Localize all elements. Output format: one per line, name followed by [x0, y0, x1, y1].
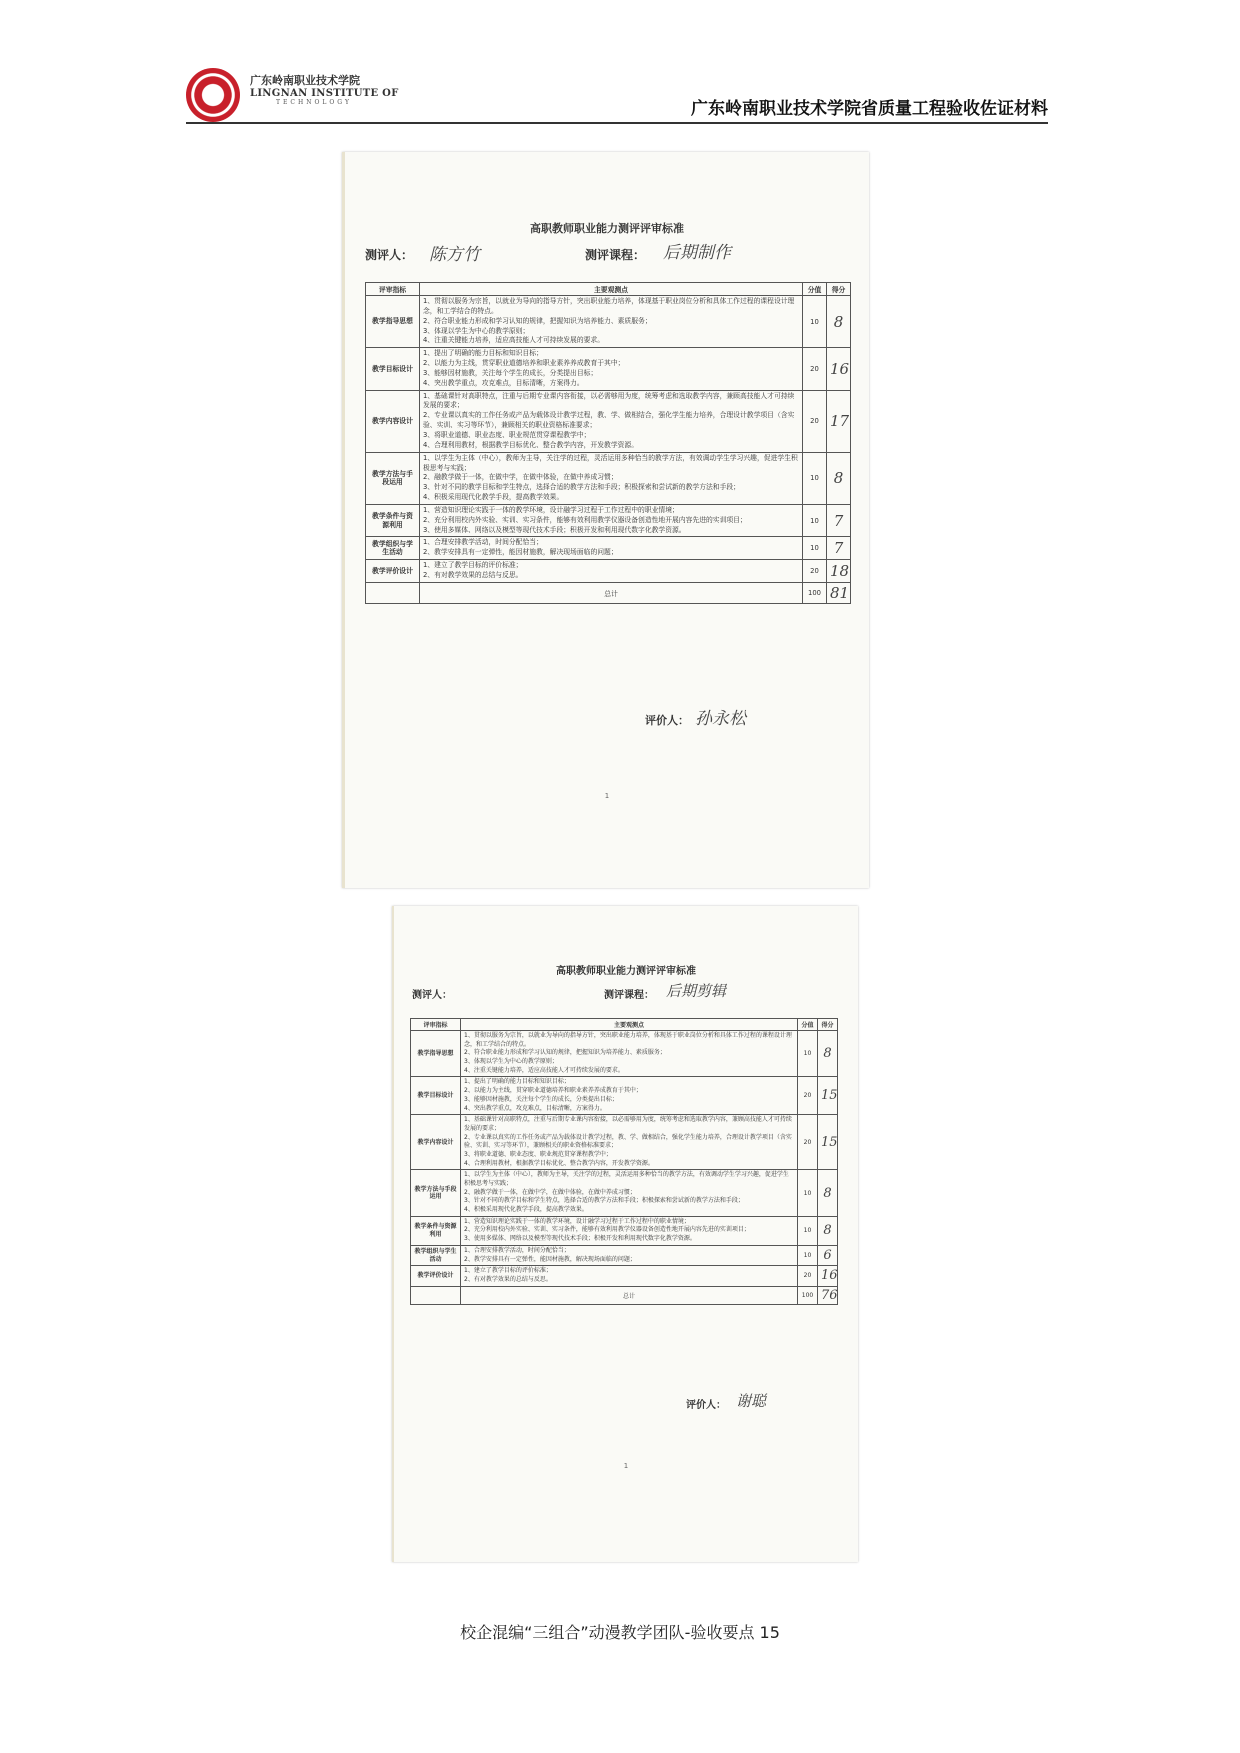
criteria-table [365, 282, 851, 604]
observation-point: 1、合理安排教学活动，时间分配恰当； [464, 1246, 570, 1254]
max-score-cell: 10 [798, 1216, 818, 1245]
criteria-body [366, 296, 851, 583]
total-blank [411, 1286, 461, 1304]
scanned-form-1 [342, 152, 869, 888]
observation-point: 3、针对不同的教学目标和学生特点，选择合适的教学方法和手段；积极探索和尝试新的教学方法和手段； [464, 1197, 744, 1205]
observation-point: 1、建立了教学目标的评价标准； [464, 1267, 552, 1275]
observation-point: 2、以能力为主线，贯穿职业道德培养和职业素养养成教育于其中； [423, 359, 625, 368]
page-number: 1 [604, 792, 610, 800]
school-name-cn: 广东岭南职业技术学院 [250, 74, 360, 87]
total-max: 100 [798, 1286, 818, 1304]
total-row [366, 582, 851, 603]
observation-point: 2、教学安排具有一定弹性，能因材施教，解决现场面临的问题； [423, 548, 618, 557]
criteria-row [366, 390, 851, 452]
criteria-table [410, 1018, 838, 1305]
form-title: 高职教师职业能力测评评审标准 [530, 222, 684, 235]
evaluator-label: 评价人： [645, 714, 689, 727]
page-number: 1 [623, 1462, 629, 1470]
max-score-cell: 10 [798, 1031, 818, 1077]
observation-point: 1、以学生为主体（中心），教师为主导，关注学的过程，灵活运用多种恰当的教学方法，有效调动学生学习兴趣，促进学生积极思考与实践； [423, 453, 798, 472]
criteria-row [411, 1115, 838, 1170]
observation-point: 1、基础课针对高职特点，注重与后期专业课内容衔接，以必需够用为度，统筹考虑和选取教学内容，兼顾高技能人才可持续发展的要求； [464, 1116, 792, 1132]
criteria-row [411, 1216, 838, 1245]
criteria-row [411, 1245, 838, 1265]
observation-point: 1、营造知识理论实践于一体的教学环境，设计融学习过程于工作过程中的职业情境； [423, 505, 679, 514]
max-score-cell: 10 [803, 537, 827, 560]
header-title: 广东岭南职业技术学院省质量工程验收佐证材料 [691, 99, 1048, 119]
evaluatee-label: 测评人： [365, 248, 414, 262]
evaluator-label: 评价人： [686, 1400, 726, 1411]
handwritten-score-cell: 7 [827, 504, 851, 537]
school-name-en2: TECHNOLOGY [276, 99, 352, 106]
indicator-cell: 教学目标设计 [411, 1077, 461, 1115]
observation-points-cell [420, 296, 803, 348]
observation-point: 2、符合职业能力形成和学习认知的规律，把握知识为培养能力、素质服务； [464, 1049, 666, 1057]
observation-points-cell [420, 537, 803, 560]
handwritten-score-cell: 8 [827, 296, 851, 348]
observation-point: 4、注重关键能力培养，适应高技能人才可持续发展的要求。 [423, 336, 605, 345]
total-max: 100 [803, 582, 827, 603]
observation-point: 1、提出了明确的能力目标和知识目标； [423, 349, 543, 358]
criteria-row [411, 1266, 838, 1286]
handwritten-score-cell: 8 [818, 1170, 838, 1216]
handwritten-score-cell: 6 [818, 1245, 838, 1265]
indicator-cell: 教学指导思想 [411, 1031, 461, 1077]
max-score-cell: 10 [798, 1170, 818, 1216]
max-score-cell: 20 [803, 390, 827, 452]
handwritten-score-cell: 16 [827, 348, 851, 390]
observation-points-cell [420, 560, 803, 583]
indicator-cell: 教学条件与资源利用 [366, 504, 420, 537]
observation-point: 2、符合职业能力形成和学习认知的规律，把握知识为培养能力、素质服务； [423, 316, 652, 325]
observation-point: 3、体现以学生为中心的教学原则； [464, 1058, 558, 1066]
max-score-cell: 10 [798, 1245, 818, 1265]
indicator-cell: 教学评价设计 [366, 560, 420, 583]
total-score: 76 [818, 1286, 838, 1304]
observation-points-cell [461, 1266, 798, 1286]
observation-point: 1、营造知识理论实践于一体的教学环境，设计融学习过程于工作过程中的职业情境； [464, 1217, 690, 1225]
indicator-cell: 教学内容设计 [366, 390, 420, 452]
observation-point: 2、有对教学效果的总结与反思。 [464, 1275, 552, 1283]
observation-points-cell [461, 1245, 798, 1265]
observation-point: 3、针对不同的教学目标和学生特点，选择合适的教学方法和手段；积极探索和尝试新的教学方法和手段； [423, 483, 740, 492]
observation-point: 2、有对教学效果的总结与反思。 [423, 570, 523, 579]
handwritten-score-cell: 7 [827, 537, 851, 560]
observation-points-cell [461, 1077, 798, 1115]
total-blank [366, 582, 420, 603]
scanned-form-2 [392, 906, 858, 1562]
criteria-body [411, 1031, 838, 1287]
max-score-cell: 10 [803, 296, 827, 348]
observation-point: 2、教学安排具有一定弹性，能因材施教，解决现场面临的问题； [464, 1255, 636, 1263]
indicator-cell: 教学内容设计 [411, 1115, 461, 1170]
school-name-block [250, 72, 399, 106]
observation-point: 4、合理利用教材，根据教学目标优化、整合教学内容，开发教学资源。 [423, 440, 639, 449]
indicator-cell: 教学组织与学生活动 [366, 537, 420, 560]
max-score-cell: 20 [798, 1266, 818, 1286]
handwritten-score-cell: 8 [818, 1216, 838, 1245]
observation-point: 1、基础课针对高职特点，注重与后期专业课内容衔接，以必需够用为度，统筹考虑和选取教学内容，兼顾高技能人才可持续发展的要求； [423, 391, 795, 410]
col-indicator: 评审指标 [411, 1019, 461, 1031]
col-indicator: 评审指标 [366, 283, 420, 296]
max-score-cell: 10 [803, 504, 827, 537]
observation-point: 3、能够因材施教，关注每个学生的成长，分类提出目标； [464, 1095, 618, 1103]
handwritten-score-cell: 8 [818, 1031, 838, 1077]
observation-point: 1、贯彻以服务为宗旨，以就业为导向的指导方针，突出职业能力培养，体现基于职业岗位分析和具体工作过程的课程设计理念，和工学结合的特点。 [423, 297, 795, 315]
observation-point: 4、积极采用现代化教学手段，提高教学效果。 [464, 1206, 588, 1214]
observation-point: 4、突出教学重点，攻克难点，目标清晰，方案得力。 [464, 1104, 606, 1112]
handwritten-score-cell: 16 [818, 1266, 838, 1286]
observation-point: 3、使用多媒体、网络以及模型等现代技术手段；积极开发和利用现代数字化教学资源。 [464, 1235, 696, 1243]
evaluatee-label: 测评人： [412, 990, 452, 1001]
observation-point: 1、合理安排教学活动，时间分配恰当； [423, 538, 543, 547]
observation-point: 3、使用多媒体、网络以及模型等现代技术手段；积极开发和利用现代数字化教学资源。 [423, 525, 686, 534]
total-label: 总计 [420, 582, 803, 603]
observation-point: 4、突出教学重点，攻克难点，目标清晰，方案得力。 [423, 378, 584, 387]
evaluatee-name: 陈方竹 [429, 245, 480, 265]
max-score-cell: 20 [803, 560, 827, 583]
criteria-row [366, 537, 851, 560]
criteria-row [366, 296, 851, 348]
observation-point: 3、将职业道德、职业态度、职业规范贯穿课程教学中； [423, 430, 591, 439]
indicator-cell: 教学方法与手段运用 [366, 452, 420, 504]
indicator-cell: 教学目标设计 [366, 348, 420, 390]
observation-point: 4、注重关键能力培养，适应高技能人才可持续发展的要求。 [464, 1066, 624, 1074]
evaluator-signature: 谢聪 [736, 1392, 767, 1410]
observation-points-cell [420, 348, 803, 390]
indicator-cell: 教学条件与资源利用 [411, 1216, 461, 1245]
table-header-row [366, 283, 851, 296]
col-score: 得分 [818, 1019, 838, 1031]
criteria-row [411, 1031, 838, 1077]
table-header-row [411, 1019, 838, 1031]
observation-point: 2、充分利用校内外实验、实训、实习条件，能够有效利用教学仪器设备创造性地开展内容先进的实训项目； [423, 515, 747, 524]
criteria-row [411, 1170, 838, 1216]
observation-point: 2、融教学做于一体，在做中学，在做中体验，在做中养成习惯； [464, 1188, 636, 1196]
max-score-cell: 20 [798, 1077, 818, 1115]
indicator-cell: 教学方法与手段运用 [411, 1170, 461, 1216]
col-max: 分值 [803, 283, 827, 296]
observation-point: 2、以能力为主线，贯穿职业道德培养和职业素养养成教育于其中； [464, 1087, 642, 1095]
criteria-row [366, 452, 851, 504]
observation-point: 4、合理利用教材，根据教学目标优化、整合教学内容，开发教学资源。 [464, 1159, 654, 1167]
total-row [411, 1286, 838, 1304]
criteria-row [411, 1077, 838, 1115]
form-title: 高职教师职业能力测评评审标准 [556, 966, 696, 977]
col-score: 得分 [827, 283, 851, 296]
criteria-row [366, 504, 851, 537]
school-name-en: LINGNAN INSTITUTE OF [250, 88, 399, 99]
handwritten-score-cell: 15 [818, 1077, 838, 1115]
handwritten-score-cell: 15 [818, 1115, 838, 1170]
criteria-row [366, 560, 851, 583]
observation-point: 2、专业课以真实的工作任务或产品为载体设计教学过程，教、学、做相结合，强化学生能力培养，合理设计教学项目（含实验、实训、实习等环节），兼顾相关的职业资格标准要求； [423, 411, 795, 430]
observation-point: 2、融教学做于一体，在做中学，在做中体验，在做中养成习惯； [423, 473, 618, 482]
course-name: 后期制作 [663, 243, 731, 263]
col-points: 主要观测点 [420, 283, 803, 296]
observation-points-cell [420, 390, 803, 452]
handwritten-score-cell: 8 [827, 452, 851, 504]
observation-points-cell [461, 1115, 798, 1170]
total-score: 81 [827, 582, 851, 603]
observation-point: 1、建立了教学目标的评价标准； [423, 561, 523, 570]
observation-point: 2、充分利用校内外实验、实训、实习条件，能够有效利用教学仪器设备创造性地开展内容先进的实训项目； [464, 1226, 750, 1234]
observation-points-cell [420, 452, 803, 504]
course-label: 测评课程： [585, 248, 646, 262]
school-logo-icon [186, 68, 240, 122]
criteria-row [366, 348, 851, 390]
observation-point: 3、能够因材施教，关注每个学生的成长，分类提出目标； [423, 368, 598, 377]
indicator-cell: 教学组织与学生活动 [411, 1245, 461, 1265]
page-header [186, 62, 1048, 124]
observation-points-cell [461, 1031, 798, 1077]
observation-points-cell [461, 1216, 798, 1245]
observation-point: 4、积极采用现代化教学手段，提高教学效果。 [423, 493, 564, 502]
max-score-cell: 10 [803, 452, 827, 504]
observation-point: 3、将职业道德、职业态度、职业规范贯穿课程教学中； [464, 1150, 612, 1158]
observation-points-cell [420, 504, 803, 537]
observation-points-cell [461, 1170, 798, 1216]
handwritten-score-cell: 18 [827, 560, 851, 583]
indicator-cell: 教学评价设计 [411, 1266, 461, 1286]
observation-point: 3、体现以学生为中心的教学原则； [423, 326, 530, 335]
observation-point: 1、以学生为主体（中心），教师为主导，关注学的过程，灵活运用多种恰当的教学方法，有效调动学生学习兴趣，促进学生积极思考与实践； [464, 1171, 789, 1187]
max-score-cell: 20 [803, 348, 827, 390]
evaluator-signature: 孙永松 [695, 709, 746, 729]
col-max: 分值 [798, 1019, 818, 1031]
max-score-cell: 20 [798, 1115, 818, 1170]
observation-point: 1、贯彻以服务为宗旨，以就业为导向的指导方针，突出职业能力培养，体现基于职业岗位分析和具体工作过程的课程设计理念，和工学结合的特点。 [464, 1032, 792, 1048]
indicator-cell: 教学指导思想 [366, 296, 420, 348]
observation-point: 1、提出了明确的能力目标和知识目标； [464, 1078, 570, 1086]
handwritten-score-cell: 17 [827, 390, 851, 452]
col-points: 主要观测点 [461, 1019, 798, 1031]
observation-point: 2、专业课以真实的工作任务或产品为载体设计教学过程，教、学、做相结合，强化学生能力培养，合理设计教学项目（含实验、实训、实习等环节），兼顾相关的职业资格标准要求； [464, 1133, 792, 1150]
page-footer: 校企混编“三组合”动漫教学团队-验收要点 15 [460, 1623, 780, 1642]
course-name: 后期剪辑 [666, 982, 727, 1000]
course-label: 测评课程： [604, 990, 654, 1001]
total-label: 总计 [461, 1286, 798, 1304]
